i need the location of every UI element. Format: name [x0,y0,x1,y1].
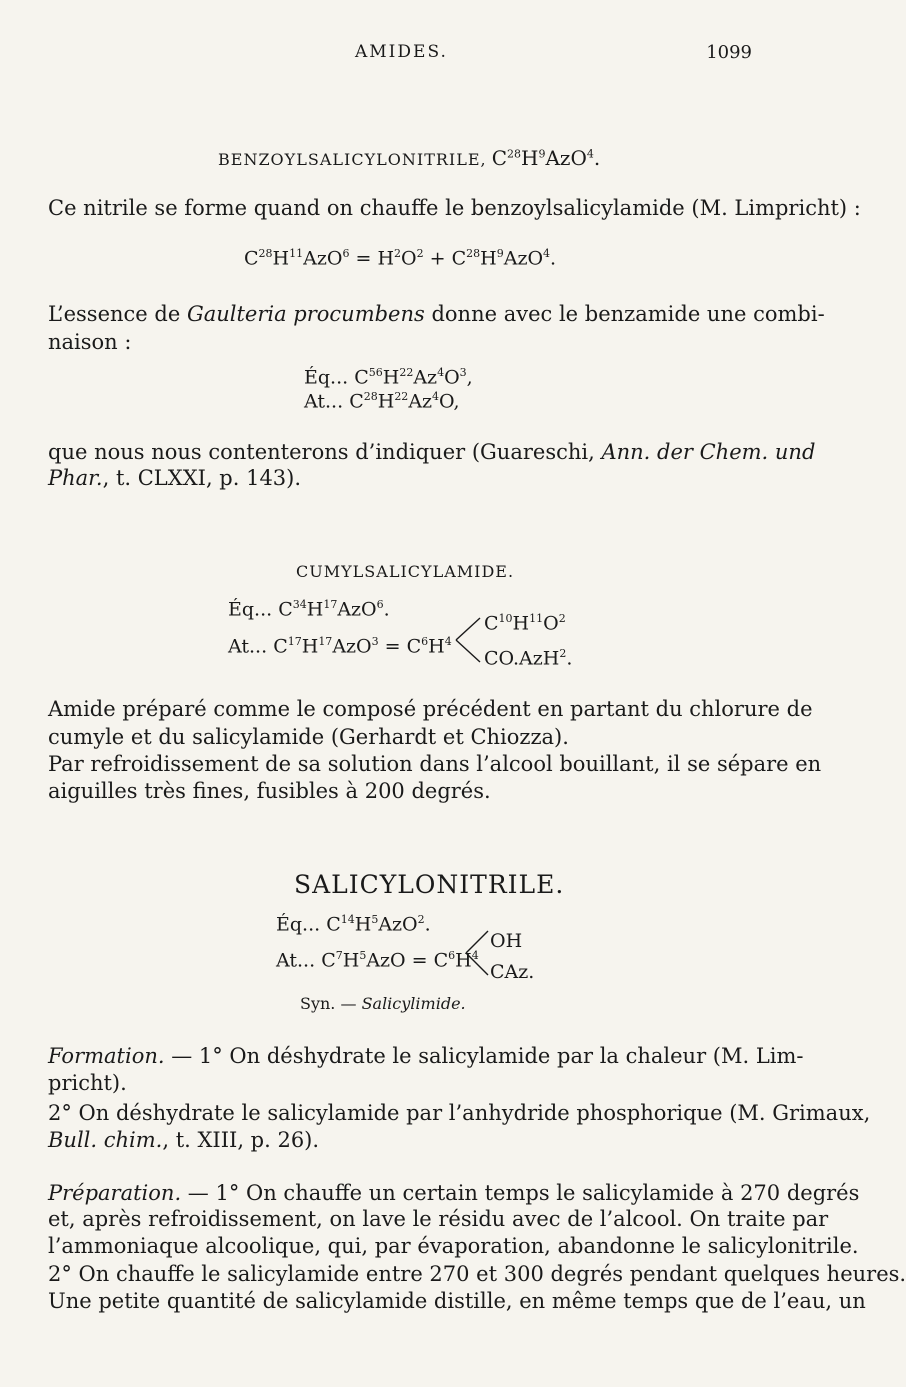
running-header-title: AMIDES. [355,42,448,62]
paragraph: L’essence de Gaulteria procumbens donne avec le benzamide une combi- [48,302,825,326]
paragraph-formation: Formation. — 1° On déshydrate le salicylamide par la chaleur (M. Lim- [48,1044,804,1068]
formula-at: At... $C^{28}H^{22}Az^4O$, [304,390,460,413]
branch-bracket [452,612,484,668]
paragraph-continuation: naison : [48,330,132,354]
branch-bracket [462,925,492,981]
paragraph-continuation: pricht). [48,1071,127,1095]
equation: $C^{28}H^{11}AzO^6 = H^2O^2 + C^{28}H^9AzO^4$. [244,247,557,270]
paragraph: que nous nous contenterons d’indiquer (Guareschi, Ann. der Chem. und [48,440,816,464]
page-number: 1099 [706,42,752,63]
paragraph-preparation: Préparation. — 1° On chauffe un certain temps le salicylamide à 270 degrés [48,1181,860,1205]
formula-at: At... $C^{17}H^{17}AzO^3 = C^6H^4$ [228,635,452,658]
paragraph-continuation: l’ammoniaque alcoolique, qui, par évaporation, abandonne le salicylonitrile. [48,1234,859,1258]
paragraph-continuation: et, après refroidissement, on lave le résidu avec de l’alcool. On traite par [48,1207,829,1231]
paragraph: 2° On chauffe le salicylamide entre 270 et 300 degrés pendant quelques heures. [48,1262,906,1286]
paragraph-continuation: Une petite quantité de salicylamide distille, en même temps que de l’eau, un [48,1289,866,1313]
branch-bottom: CO.AzH$^2$. [484,647,573,670]
paragraph: Par refroidissement de sa solution dans l’alcool bouillant, il se sépare en [48,752,822,776]
synonym: Syn. — Salicylimide. [300,994,466,1013]
branch-bottom: CAz. [490,961,535,983]
formula-at: At... $C^7H^5AzO = C^6H^4$ [276,949,479,972]
branch-top: OH [490,930,523,952]
section-heading-benzoylsalicylonitrile: BENZOYLSALICYLONITRILE, $C^{28}H^9AzO^4$. [218,146,601,170]
section-heading-salicylonitrile: SALICYLONITRILE. [294,870,565,899]
paragraph: 2° On déshydrate le salicylamide par l’anhydride phosphorique (M. Grimaux, [48,1101,871,1125]
formula-eq: Éq... $C^{56}H^{22}Az^4O^3$, [304,366,473,389]
paragraph-continuation: Bull. chim., t. XIII, p. 26). [48,1128,320,1152]
paragraph: Ce nitrile se forme quand on chauffe le benzoylsalicylamide (M. Limpricht) : [48,196,861,220]
formula-eq: Éq... $C^{34}H^{17}AzO^6$. [228,598,390,621]
paragraph-continuation: aiguilles très fines, fusibles à 200 degrés. [48,779,491,803]
paragraph: Amide préparé comme le composé précédent en partant du chlorure de [48,697,813,721]
paragraph-continuation: cumyle et du salicylamide (Gerhardt et Chiozza). [48,725,569,749]
formula-eq: Éq... $C^{14}H^5AzO^2$. [276,913,431,936]
paragraph-continuation: Phar., t. CLXXI, p. 143). [48,466,302,490]
branch-top: $C^{10}H^{11}O^2$ [484,612,566,635]
formula: $C^{28}H^9AzO^4$. [491,146,601,170]
section-heading-cumylsalicylamide: CUMYLSALICYLAMIDE. [296,562,515,581]
